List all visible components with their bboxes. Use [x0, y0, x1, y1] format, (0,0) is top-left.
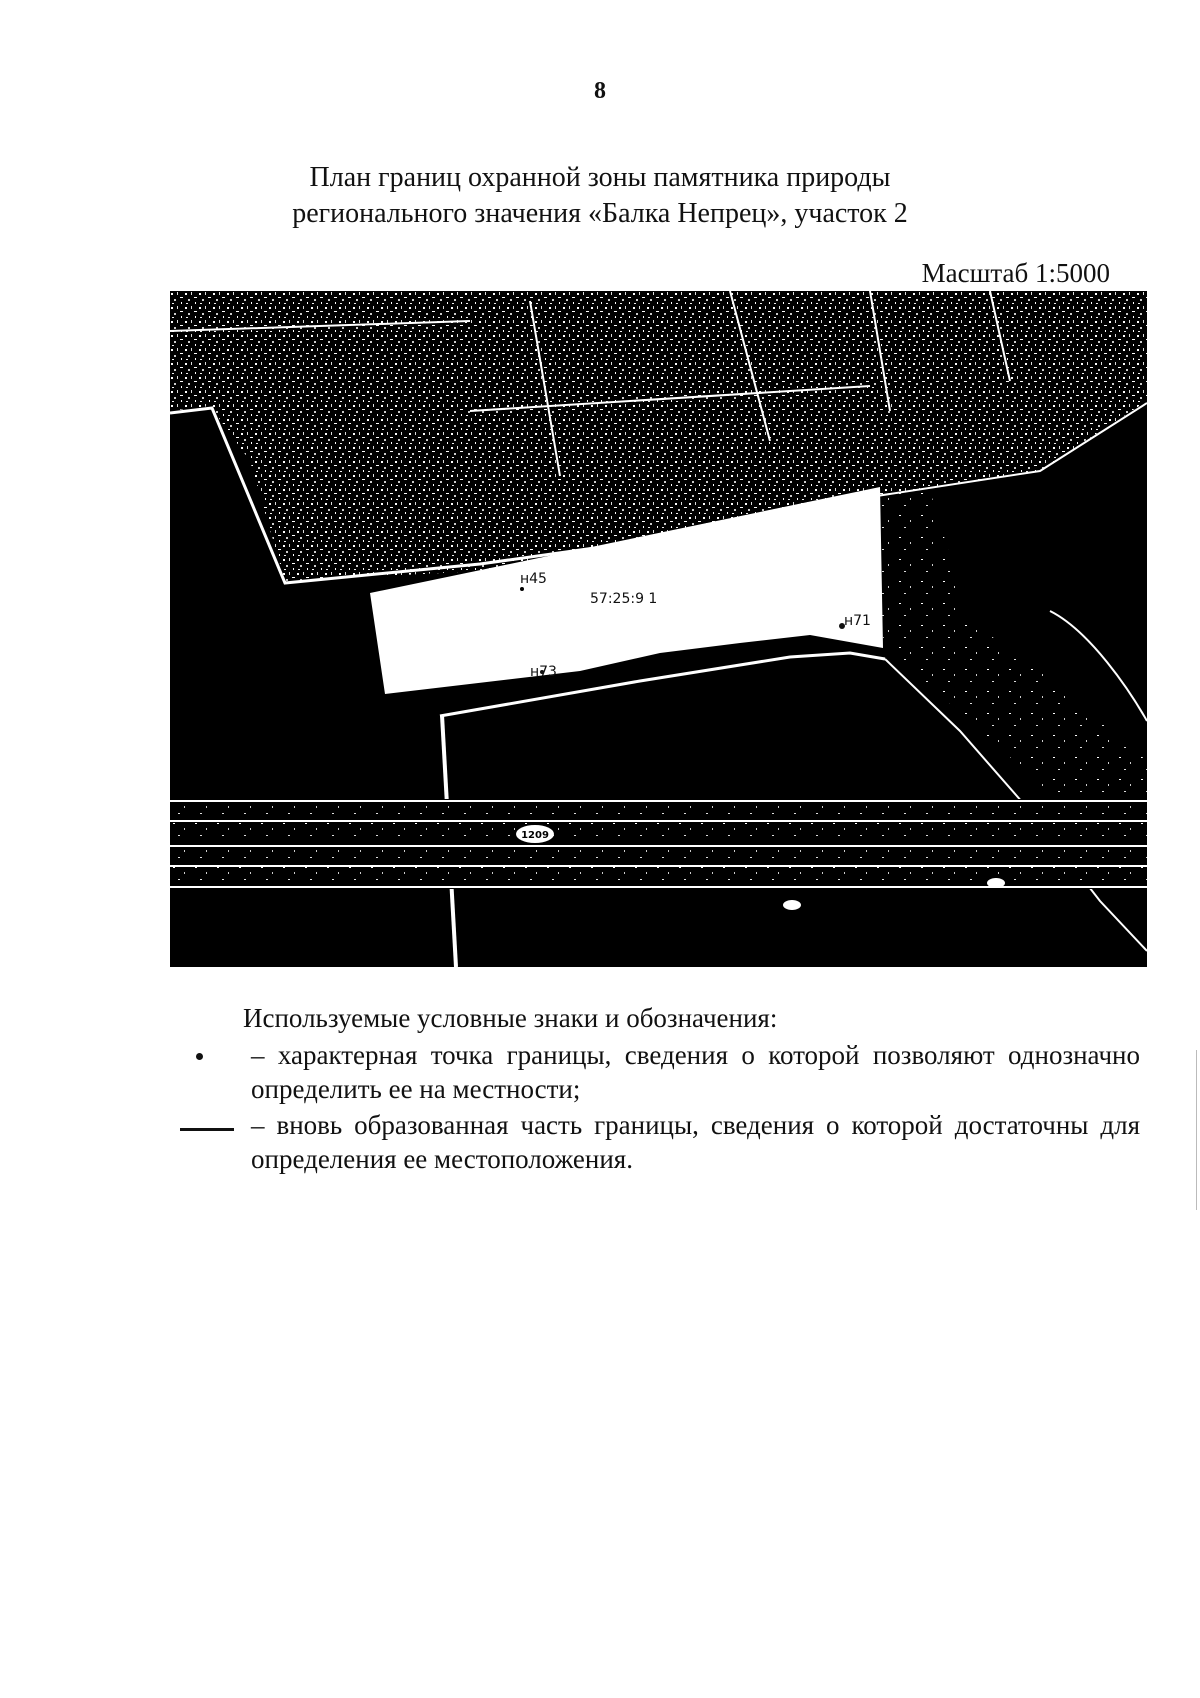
field-marker — [783, 900, 801, 910]
aerial-map — [170, 291, 1147, 967]
document-title — [150, 160, 1050, 232]
legend-item-boundary-point — [180, 1038, 1140, 1106]
scan-margin-line — [1196, 1050, 1197, 1210]
page-number: 8 — [594, 78, 606, 104]
title-line-2: регионального значения «Балка Непрец», участок 2 — [292, 198, 908, 229]
highway — [170, 799, 1147, 889]
scale-label: Масштаб 1:5000 — [921, 258, 1110, 288]
legend-heading: Используемые условные знаки и обозначения: — [243, 1003, 778, 1033]
boundary-point-n45 — [520, 587, 524, 591]
map-canvas — [170, 291, 1147, 967]
parcel-number-label: 57:25:9 1 — [590, 591, 658, 607]
legend-line-symbol — [180, 1108, 250, 1142]
field-marker — [987, 878, 1005, 888]
title-line-1: План границ охранной зоны памятника природы — [309, 162, 891, 193]
point-label-n45: н45 — [520, 571, 547, 587]
legend-dot-symbol — [180, 1038, 250, 1072]
road-sign-label: 1209 — [521, 830, 549, 841]
legend-item-new-boundary — [180, 1108, 1140, 1176]
road-sign — [516, 825, 554, 843]
legend-item-text: – вновь образованная часть границы, сведения о которой достаточны для определения ее местоположения. — [251, 1110, 1140, 1174]
point-label-n71: н71 — [844, 613, 871, 629]
legend-item-text: – характерная точка границы, сведения о которой позволяют однозначно определить ее на местности; — [251, 1040, 1140, 1104]
point-label-n73: н73 — [530, 664, 557, 680]
